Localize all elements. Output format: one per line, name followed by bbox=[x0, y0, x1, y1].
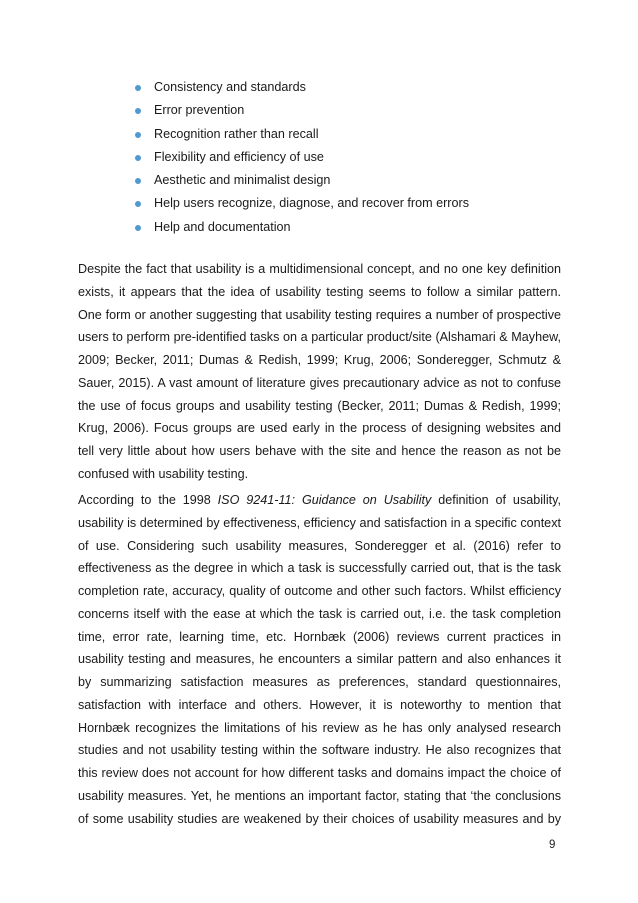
paragraph-line: effectiveness as the degree in which a task is successfully carried out, that is the task bbox=[78, 561, 561, 576]
bullet-icon bbox=[135, 155, 141, 161]
text-run: According to the 1998 bbox=[78, 493, 218, 507]
list-item: Consistency and standards bbox=[134, 76, 469, 99]
paragraph-line: concerns itself with the ease at which the task is carried out, i.e. the task completion bbox=[78, 606, 561, 621]
paragraph-line: satisfaction with interface and others. However, it is noteworthy to mention that bbox=[78, 697, 561, 712]
paragraph-line: usability measures. Yet, he mentions an important factor, stating that ‘the conclusions bbox=[78, 788, 561, 803]
paragraph-line: Despite the fact that usability is a multidimensional concept, and no one key definition bbox=[78, 262, 561, 276]
paragraph-line: of some usability studies are weakened by their choices of usability measures and by bbox=[78, 811, 561, 826]
paragraph-iso-usability-measures bbox=[78, 489, 561, 830]
bullet-icon bbox=[135, 225, 141, 231]
paragraph-line: confused with usability testing. bbox=[78, 466, 249, 481]
paragraph-line: Krug, 2006). Focus groups are used early in the process of designing websites and bbox=[78, 421, 561, 436]
list-item: Aesthetic and minimalist design bbox=[134, 169, 469, 192]
bullet-icon bbox=[135, 132, 141, 138]
paragraph-line: this review does not account for how different tasks and domains impact the choice of bbox=[78, 766, 561, 780]
paragraph-line: exists, it appears that the idea of usability testing seems to follow a similar pattern. bbox=[78, 284, 561, 299]
bullet-icon bbox=[135, 201, 141, 207]
heuristics-bullet-list bbox=[134, 76, 469, 239]
paragraph-line: 2009; Becker, 2011; Dumas & Redish, 1999; Krug, 2006; Sonderegger, Schmutz & bbox=[78, 353, 561, 367]
page-number: 9 bbox=[549, 839, 556, 851]
paragraph-line: by summarizing satisfaction measures as preferences, standard questionnaires, bbox=[78, 675, 561, 689]
paragraph-line: tell very little about how users behave with the site and hence the reason as not be bbox=[78, 444, 561, 458]
bullet-icon bbox=[135, 178, 141, 184]
list-item: Flexibility and efficiency of use bbox=[134, 146, 469, 169]
iso-standard-title: ISO 9241-11: Guidance on Usability bbox=[217, 493, 432, 507]
list-item: Help users recognize, diagnose, and recover from errors bbox=[134, 192, 469, 215]
paragraph-line: One form or another suggesting that usability testing requires a number of prospective bbox=[78, 307, 561, 322]
bullet-icon bbox=[135, 85, 141, 91]
list-item: Error prevention bbox=[134, 99, 469, 122]
paragraph-line: Sauer, 2015). A vast amount of literature gives precautionary advice as not to confuse bbox=[78, 375, 561, 390]
paragraph-line: usability is determined by effectiveness, efficiency and satisfaction in a specific context bbox=[78, 515, 561, 530]
paragraph-line bbox=[78, 489, 561, 512]
paragraph-line: usability testing and measures, he encounters a similar pattern and also enhances it bbox=[78, 652, 561, 667]
paragraph-line: completion rate, accuracy, quality of outcome and other such factors. Whilst efficiency bbox=[78, 584, 561, 598]
paragraph-usability-testing-definition bbox=[78, 258, 561, 486]
bullet-icon bbox=[135, 108, 141, 114]
list-item: Help and documentation bbox=[134, 216, 469, 239]
paragraph-line: of use. Considering such usability measures, Sonderegger et al. (2016) refer to bbox=[78, 538, 561, 553]
paragraph-line: time, error rate, learning time, etc. Hornbæk (2006) reviews current practices in bbox=[78, 629, 561, 644]
paragraph-line: Hornbæk recognizes the limitations of his review as he has only analysed research bbox=[78, 720, 561, 735]
list-item: Recognition rather than recall bbox=[134, 123, 469, 146]
paragraph-line: users to perform pre-identified tasks on a particular product/site (Alshamari & Mayhew, bbox=[78, 330, 561, 345]
text-run: definition of usability, bbox=[431, 493, 561, 507]
paragraph-line: studies and not usability testing within the software industry. He also recognizes that bbox=[78, 743, 561, 758]
paragraph-line: the use of focus groups and usability testing (Becker, 2011; Dumas & Redish, 1999; bbox=[78, 398, 561, 413]
